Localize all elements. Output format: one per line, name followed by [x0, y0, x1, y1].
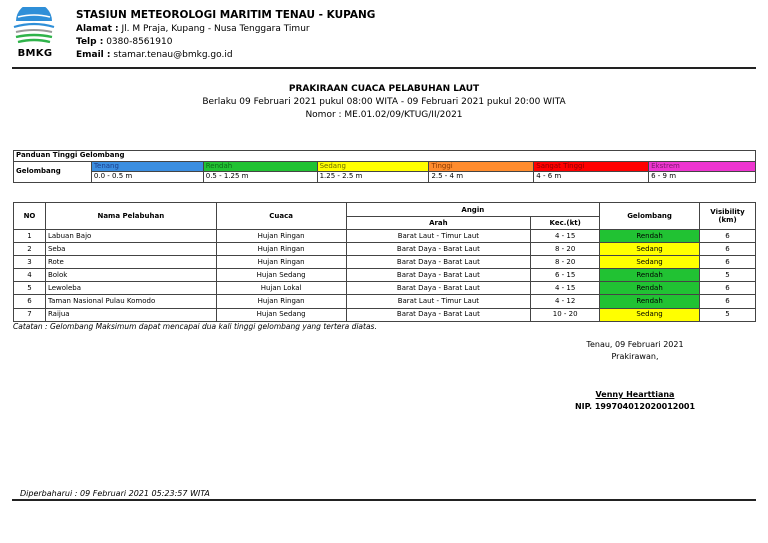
- signature-role: Prakirawan,: [611, 352, 659, 361]
- wave-category-sedang: Sedang: [317, 161, 429, 172]
- phone-label: Telp :: [76, 37, 104, 47]
- phone-value: 0380-8561910: [106, 37, 173, 47]
- address-label: Alamat :: [76, 24, 119, 34]
- row-speed: 4 - 15: [531, 282, 600, 295]
- header-direction: Arah: [346, 217, 531, 230]
- row-weather: Hujan Ringan: [216, 230, 346, 243]
- wave-category-sangat-tinggi: Sangat Tinggi: [534, 161, 649, 172]
- row-wave: Sedang: [600, 308, 700, 321]
- row-visibility: 5: [700, 308, 756, 321]
- row-speed: 4 - 12: [531, 295, 600, 308]
- signature-name: Venny Hearttiana: [595, 390, 675, 399]
- row-no: 5: [14, 282, 46, 295]
- row-direction: Barat Daya - Barat Laut: [346, 256, 531, 269]
- row-speed: 8 - 20: [531, 256, 600, 269]
- table-row: [14, 243, 756, 256]
- header-visibility: Visibility (km): [700, 203, 756, 230]
- row-wave: Rendah: [600, 282, 700, 295]
- row-no: 7: [14, 308, 46, 321]
- wave-guide-table: [13, 150, 756, 183]
- header-speed: Kec.(kt): [531, 217, 600, 230]
- row-direction: Barat Daya - Barat Laut: [346, 243, 531, 256]
- row-weather: Hujan Ringan: [216, 256, 346, 269]
- org-name: STASIUN METEOROLOGI MARITIM TENAU - KUPANG: [76, 9, 376, 21]
- row-visibility: 6: [700, 230, 756, 243]
- wave-category-rendah: Rendah: [203, 161, 317, 172]
- row-no: 3: [14, 256, 46, 269]
- row-wave: Sedang: [600, 256, 700, 269]
- row-direction: Barat Daya - Barat Laut: [346, 308, 531, 321]
- row-wave: Rendah: [600, 230, 700, 243]
- table-row: [14, 269, 756, 282]
- header-divider: [12, 67, 756, 69]
- header-port: Nama Pelabuhan: [45, 203, 216, 230]
- row-no: 6: [14, 295, 46, 308]
- header-weather: Cuaca: [216, 203, 346, 230]
- wave-range-sedang: 1.25 - 2.5 m: [317, 172, 429, 183]
- row-wave: Rendah: [600, 269, 700, 282]
- row-visibility: 6: [700, 295, 756, 308]
- row-direction: Barat Laut - Timur Laut: [346, 295, 531, 308]
- email-value: stamar.tenau@bmkg.go.id: [113, 50, 233, 60]
- document-title: PRAKIRAAN CUACA PELABUHAN LAUT: [288, 84, 480, 94]
- forecast-table: [13, 202, 756, 322]
- row-speed: 8 - 20: [531, 243, 600, 256]
- row-port: Rote: [45, 256, 216, 269]
- header-wind: Angin: [346, 203, 600, 217]
- logo-text: BMKG: [17, 48, 53, 59]
- row-visibility: 6: [700, 256, 756, 269]
- footer-divider: [12, 499, 756, 501]
- table-row: [14, 230, 756, 243]
- row-port: Taman Nasional Pulau Komodo: [45, 295, 216, 308]
- wave-range-tenang: 0.0 - 0.5 m: [91, 172, 203, 183]
- row-speed: 10 - 20: [531, 308, 600, 321]
- address-line: [76, 24, 310, 34]
- row-weather: Hujan Lokal: [216, 282, 346, 295]
- row-direction: Barat Daya - Barat Laut: [346, 282, 531, 295]
- wave-guide-row-label: Gelombang: [14, 161, 92, 182]
- row-port: Bolok: [45, 269, 216, 282]
- last-updated: Diperbaharui : 09 Februari 2021 05:23:57 WITA: [20, 489, 210, 498]
- row-weather: Hujan Ringan: [216, 295, 346, 308]
- wave-category-tinggi: Tinggi: [429, 161, 534, 172]
- wave-range-sangat-tinggi: 4 - 6 m: [534, 172, 649, 183]
- table-row: [14, 256, 756, 269]
- wave-category-ekstrem: Ekstrem: [649, 161, 756, 172]
- phone-line: [76, 37, 172, 47]
- header-no: NO: [14, 203, 46, 230]
- row-weather: Hujan Sedang: [216, 308, 346, 321]
- row-weather: Hujan Sedang: [216, 269, 346, 282]
- email-line: [76, 50, 233, 60]
- row-no: 4: [14, 269, 46, 282]
- wave-category-tenang: Tenang: [91, 161, 203, 172]
- row-visibility: 5: [700, 269, 756, 282]
- wave-range-ekstrem: 6 - 9 m: [649, 172, 756, 183]
- table-row: [14, 282, 756, 295]
- row-direction: Barat Daya - Barat Laut: [346, 269, 531, 282]
- row-port: Lewoleba: [45, 282, 216, 295]
- row-speed: 4 - 15: [531, 230, 600, 243]
- document-number: Nomor : ME.01.02/09/KTUG/II/2021: [305, 110, 463, 120]
- document-validity: Berlaku 09 Februari 2021 pukul 08:00 WITA - 09 Februari 2021 pukul 20:00 WITA: [202, 97, 566, 107]
- row-direction: Barat Laut - Timur Laut: [346, 230, 531, 243]
- signature-place-date: Tenau, 09 Februari 2021: [586, 340, 684, 349]
- signature-nip: NIP. 199704012020012001: [574, 402, 696, 411]
- header-wave: Gelombang: [600, 203, 700, 230]
- table-row: [14, 308, 756, 321]
- row-port: Seba: [45, 243, 216, 256]
- row-weather: Hujan Ringan: [216, 243, 346, 256]
- row-no: 1: [14, 230, 46, 243]
- row-visibility: 6: [700, 243, 756, 256]
- row-speed: 6 - 15: [531, 269, 600, 282]
- row-visibility: 6: [700, 282, 756, 295]
- row-port: Labuan Bajo: [45, 230, 216, 243]
- wave-guide-title: Panduan Tinggi Gelombang: [14, 151, 756, 162]
- row-wave: Rendah: [600, 295, 700, 308]
- row-no: 2: [14, 243, 46, 256]
- wave-range-tinggi: 2.5 - 4 m: [429, 172, 534, 183]
- wave-range-rendah: 0.5 - 1.25 m: [203, 172, 317, 183]
- address-value: Jl. M Praja, Kupang - Nusa Tenggara Timur: [121, 24, 310, 34]
- table-row: [14, 295, 756, 308]
- table-note: Catatan : Gelombang Maksimum dapat mencapai dua kali tinggi gelombang yang tertera diatas.: [13, 322, 377, 331]
- email-label: Email :: [76, 50, 111, 60]
- row-wave: Sedang: [600, 243, 700, 256]
- row-port: Raijua: [45, 308, 216, 321]
